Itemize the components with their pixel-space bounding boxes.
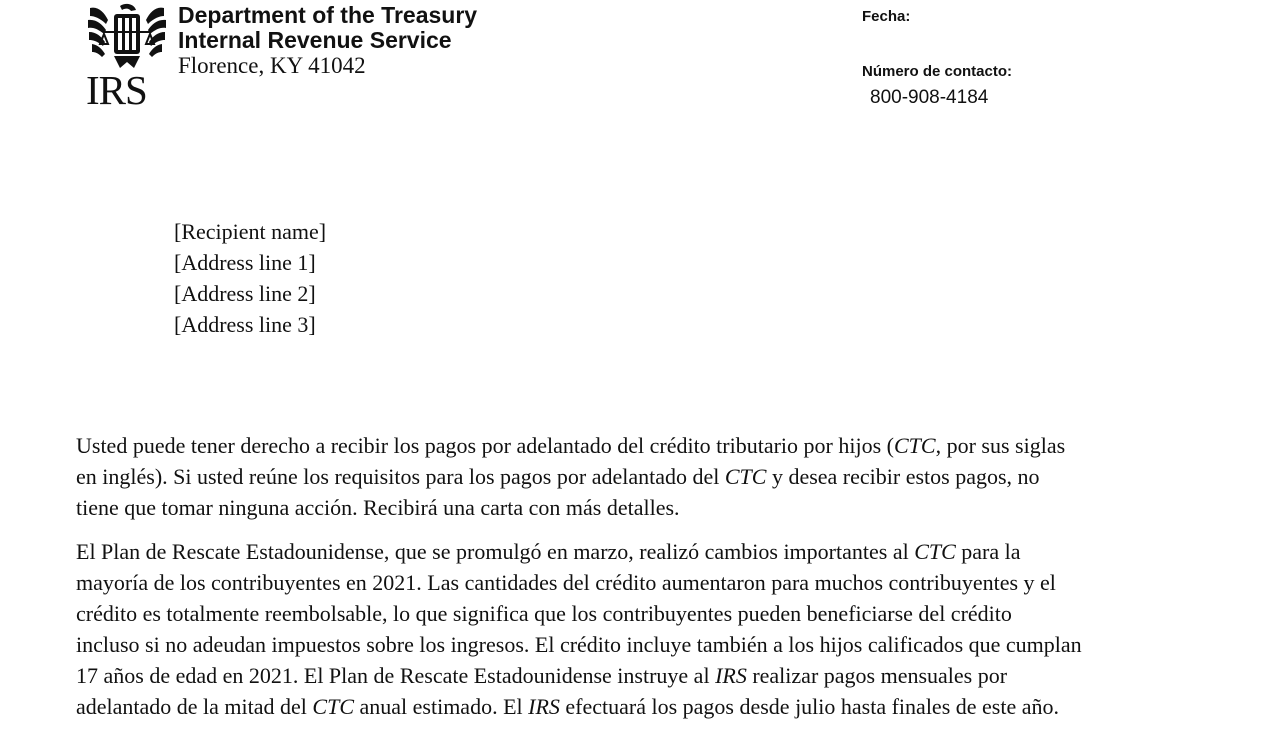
- address-line-1: [Address line 1]: [174, 250, 316, 275]
- contact-phone: 800-908-4184: [870, 87, 989, 108]
- text-line: El Plan de Rescate Estadounidense, que se promulgó en marzo, realizó cambios importantes al CTC para la: [76, 539, 1021, 564]
- contact-number-label: Número de contacto:: [862, 63, 1013, 80]
- recipient-address: [174, 216, 326, 340]
- service-name: Internal Revenue Service: [178, 27, 452, 53]
- text-line: en inglés). Si usted reúne los requisitos para los pagos por adelantado del CTC y desea recibir estos pagos, no: [76, 464, 1040, 489]
- department-name: Department of the Treasury: [178, 2, 478, 28]
- text-line: crédito es totalmente reembolsable, lo que significa que los contribuyentes pueden beneficiarse del crédito: [76, 601, 1012, 626]
- text-line: adelantado de la mitad del CTC anual estimado. El IRS efectuará los pagos desde julio hasta finales de este año.: [76, 694, 1059, 719]
- agency-header: [178, 3, 477, 78]
- text-line: 17 años de edad en 2021. El Plan de Rescate Estadounidense instruye al IRS realizar pagos mensuales por: [76, 663, 1008, 688]
- letter-body: [76, 430, 1216, 735]
- irs-logo-text: IRS: [86, 67, 147, 113]
- text-line: Usted puede tener derecho a recibir los pagos por adelantado del crédito tributario por hijos (CTC, por sus siglas: [76, 433, 1066, 458]
- office-location: Florence, KY 41042: [178, 53, 366, 78]
- date-label: Fecha:: [862, 8, 911, 25]
- paragraph-1: [76, 430, 1216, 523]
- address-line-2: [Address line 2]: [174, 281, 316, 306]
- eagle-scales-icon: [84, 2, 170, 74]
- address-line-3: [Address line 3]: [174, 312, 316, 337]
- recipient-name: [Recipient name]: [174, 219, 327, 244]
- text-line: mayoría de los contribuyentes en 2021. Las cantidades del crédito aumentaron para muchos contribuyentes y el: [76, 570, 1056, 595]
- paragraph-2: [76, 536, 1216, 722]
- text-line: incluso si no adeudan impuestos sobre los ingresos. El crédito incluye también a los hijos calificados que cumplan: [76, 632, 1082, 657]
- text-line: tiene que tomar ninguna acción. Recibirá una carta con más detalles.: [76, 495, 680, 520]
